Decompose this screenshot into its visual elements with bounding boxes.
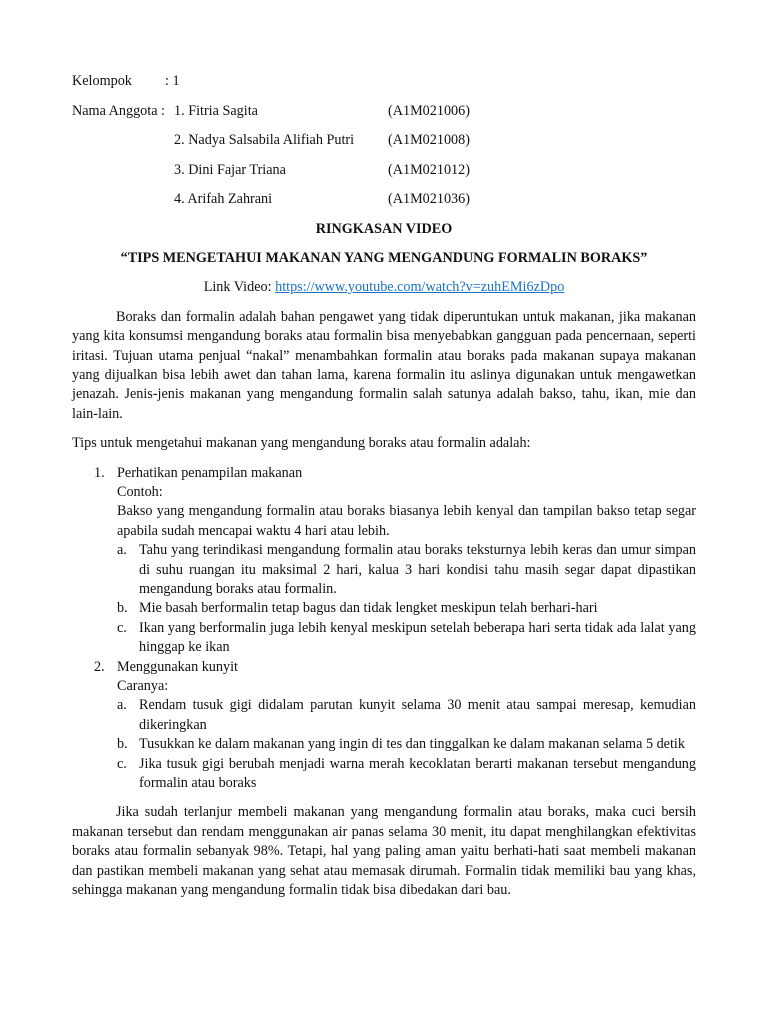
sub-text: Tahu yang terindikasi mengandung formalin atau boraks teksturnya lebih keras dan umur simpan di suhu ruangan itu maksimal 2 hari, kalua 3 hari kondisi tahu masih segar dapat dipastikan mengandung boraks atau formalin. bbox=[139, 542, 696, 597]
sub-letter: c. bbox=[117, 755, 127, 772]
sub-item bbox=[117, 755, 696, 794]
member-name: 3. Dini Fajar Triana bbox=[174, 161, 286, 178]
tip-sublist bbox=[117, 696, 696, 793]
member-id: (A1M021006) bbox=[388, 102, 470, 119]
sub-item bbox=[117, 735, 696, 754]
member-row-1 bbox=[72, 102, 696, 132]
member-name: 4. Arifah Zahrani bbox=[174, 191, 273, 207]
tip-sublist bbox=[117, 541, 696, 657]
tip-heading: Perhatikan penampilan makanan bbox=[117, 464, 303, 481]
sub-text: Rendam tusuk gigi didalam parutan kunyit selama 30 menit atau sampai meresap, kemudian dikeringkan bbox=[139, 697, 696, 733]
document-page bbox=[72, 72, 696, 911]
tip-item bbox=[72, 464, 696, 658]
sub-text: Tusukkan ke dalam makanan yang ingin di tes dan tinggalkan ke dalam makanan selama 5 detik bbox=[139, 736, 685, 753]
tip-number: 2. bbox=[94, 658, 105, 675]
tip-body: Bakso yang mengandung formalin atau boraks biasanya lebih kenyal dan tampilan bakso tetap segar apabila sudah mencapai waktu 4 hari atau lebih. bbox=[117, 503, 696, 539]
document-subtitle: “TIPS MENGETAHUI MAKANAN YANG MENGANDUNG FORMALIN BORAKS” bbox=[120, 249, 648, 266]
tip-heading: Menggunakan kunyit bbox=[117, 658, 238, 675]
member-name: 2. Nadya Salsabila Alifiah Putri bbox=[174, 132, 355, 148]
member-row-3 bbox=[72, 161, 696, 191]
link-label: Link Video: bbox=[203, 279, 276, 296]
group-value: : 1 bbox=[165, 73, 180, 89]
tips-list bbox=[72, 464, 696, 794]
member-name: 1. Fitria Sagita bbox=[174, 102, 258, 119]
sub-item bbox=[117, 696, 696, 735]
tips-intro: Tips untuk mengetahui makanan yang mengandung boraks atau formalin adalah: bbox=[72, 435, 531, 452]
sub-item bbox=[117, 619, 696, 658]
sub-letter: b. bbox=[117, 600, 128, 617]
sub-letter: a. bbox=[117, 542, 127, 559]
sub-letter: b. bbox=[117, 736, 128, 753]
closing-paragraph: Jika sudah terlanjur membeli makanan yang mengandung formalin atau boraks, maka cuci bersih makanan tersebut dan rendam menggunakan air panas selama 30 menit, itu dapat menghilangkan efektivitas boraks atau formalin sebanyak 98%. Tetapi, hal yang paling aman yaitu berhati-hati saat membeli makanan dan pastikan membeli makanan yang sehat atau memasak dirumah. Formalin tidak memiliki bau yang khas, sehingga makanan yang mengandung formalin tidak bisa dibedakan dari bau. bbox=[72, 804, 696, 899]
member-row-4 bbox=[72, 190, 696, 220]
sub-letter: c. bbox=[117, 619, 127, 636]
video-link[interactable]: https://www.youtube.com/watch?v=zuhEMi6zDpo bbox=[275, 279, 565, 296]
sub-text: Jika tusuk gigi berubah menjadi warna merah kecoklatan berarti makanan tersebut mengandung formalin atau boraks bbox=[139, 755, 696, 792]
tip-item bbox=[72, 658, 696, 794]
sub-text: Mie basah berformalin tetap bagus dan tidak lengket meskipun telah berhari-hari bbox=[139, 600, 598, 617]
member-id: (A1M021036) bbox=[388, 191, 470, 207]
intro-paragraph: Boraks dan formalin adalah bahan pengawet yang tidak diperuntukan untuk makanan, jika makanan yang kita konsumsi mengandung boraks atau formalin bisa menyebabkan gangguan pada pencernaan, seperti iritasi. Tujuan utama penjual “nakal” menambahkan formalin atau boraks pada makanan supaya makanan yang dijualkan bisa lebih awet dan tahan lama, karena formalin itu aslinya digunakan untuk mengawetkan jenazah. Jenis-jenis makanan yang mengandung formalin salah satunya adalah bakso, tahu, ikan, mie dan lain-lain. bbox=[72, 308, 696, 422]
group-row bbox=[72, 72, 696, 102]
video-link-line bbox=[72, 278, 696, 297]
group-label: Kelompok bbox=[72, 73, 132, 89]
member-id: (A1M021012) bbox=[388, 161, 470, 178]
sub-text: Ikan yang berformalin juga lebih kenyal meskipun setelah beberapa hari serta tidak ada lalat yang hinggap ke ikan bbox=[139, 619, 696, 656]
sub-item bbox=[117, 541, 696, 599]
tip-sublabel: Contoh: bbox=[117, 483, 163, 500]
tip-sublabel: Caranya: bbox=[117, 678, 169, 695]
member-row-2 bbox=[72, 131, 696, 161]
sub-letter: a. bbox=[117, 697, 127, 714]
members-label: Nama Anggota : bbox=[72, 102, 165, 119]
document-title: RINGKASAN VIDEO bbox=[315, 220, 453, 237]
tip-number: 1. bbox=[94, 464, 105, 481]
sub-item bbox=[117, 599, 696, 618]
member-id: (A1M021008) bbox=[388, 132, 470, 148]
